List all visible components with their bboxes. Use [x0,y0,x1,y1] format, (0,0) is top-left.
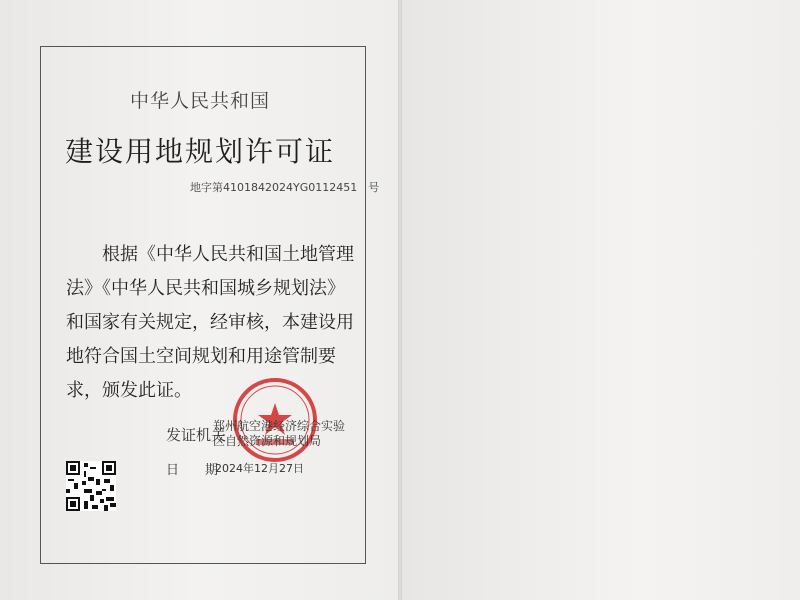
cert-number-value: 4101842024YG0112451 [223,181,358,194]
certificate-title: 建设用地规划许可证 [64,135,335,168]
right-page [400,0,800,600]
issuer-name: 郑州航空港经济综合实验区自然资源和规划局 [213,419,346,448]
date-label: 日 期 [166,463,219,478]
qr-code-icon [66,461,116,511]
issuer-label: 发证机关 [166,426,227,444]
page-fold [398,0,402,600]
country-name: 中华人民共和国 [129,90,270,112]
certificate-body: 根据《中华人民共和国土地管理法》《中华人民共和国城乡规划法》和国家有关规定，经审核，本建设用地符合国土空间规划和用途管制要求，颁发此证。 [66,244,354,401]
date-value: 2024年12月27日 [215,462,304,475]
cert-suffix: 号 [368,181,380,194]
cert-prefix: 地字第 [190,181,223,194]
certificate-number [190,179,379,195]
